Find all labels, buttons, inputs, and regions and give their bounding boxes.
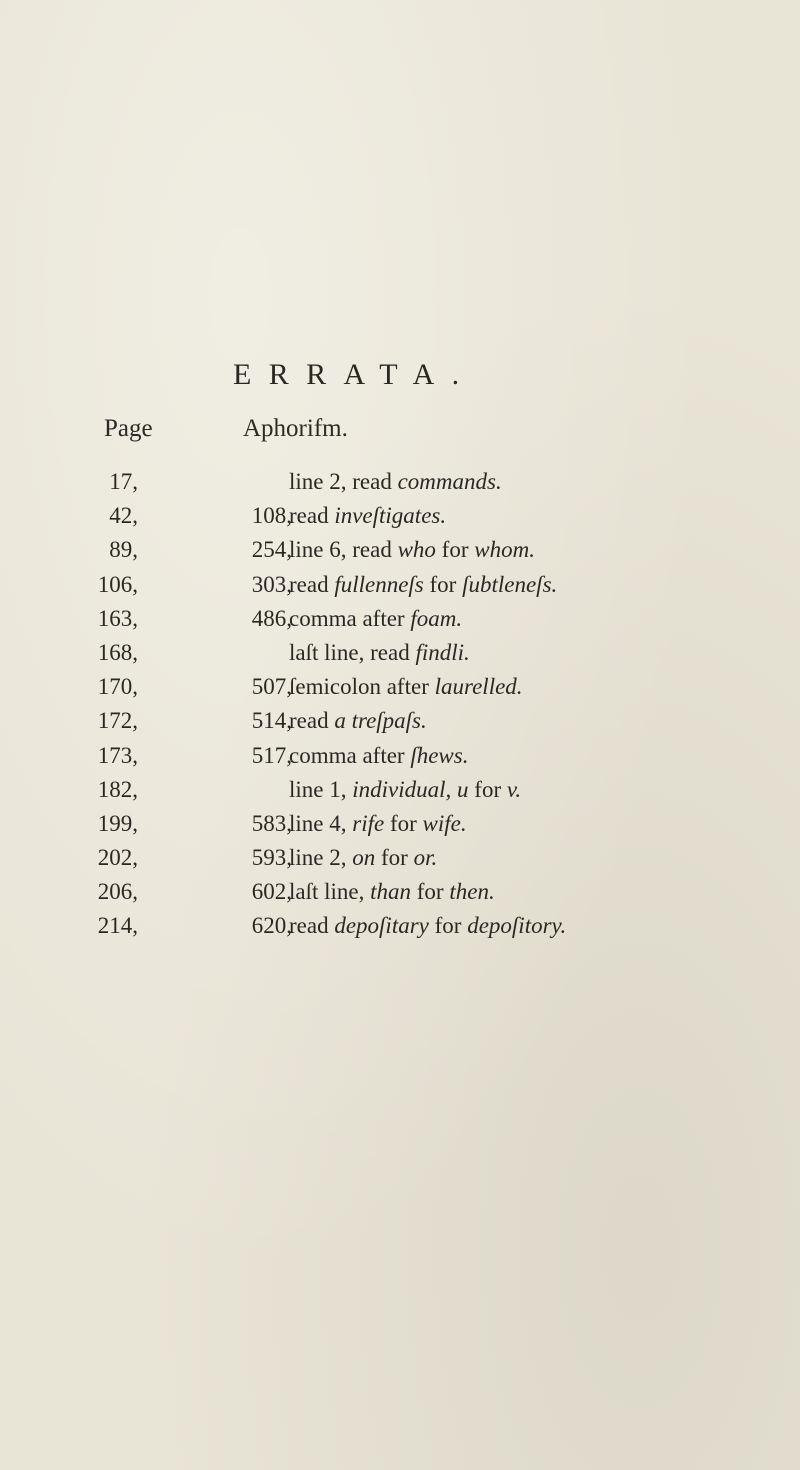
correction-italic-text: rife (352, 810, 385, 836)
correction-text: for (411, 879, 450, 905)
correction-italic-text: foam. (410, 605, 463, 631)
correction-italic-text: wife. (422, 810, 467, 836)
correction-text: ſemicolon after (289, 674, 435, 700)
correction-text: line 1, (289, 776, 353, 802)
errata-row (0, 636, 800, 670)
correction-italic-text: ſhews. (410, 742, 469, 768)
errata-aphorism-number: 108, (251, 503, 292, 529)
column-header-aphorism: Aphorifm. (243, 415, 348, 442)
column-header-page: Page (104, 415, 153, 442)
correction-text: read (289, 708, 335, 734)
correction-italic-text: a treſpaſs. (334, 708, 427, 734)
errata-row (0, 875, 800, 909)
errata-correction (289, 807, 467, 841)
errata-list (0, 465, 800, 944)
correction-italic-text: ſubtleneſs. (462, 571, 558, 597)
correction-text: read (289, 913, 335, 939)
errata-page-number: 206, (97, 879, 138, 905)
correction-italic-text: findli. (415, 639, 470, 665)
correction-text: line 6, read (289, 537, 398, 563)
errata-page-number: 42, (109, 503, 138, 529)
correction-italic-text: than (370, 879, 412, 905)
errata-row (0, 670, 800, 704)
errata-page-number: 170, (97, 674, 138, 700)
correction-italic-text: depoſitory. (467, 913, 567, 939)
correction-italic-text: u (457, 776, 469, 802)
errata-page-number: 172, (97, 708, 138, 734)
correction-italic-text: whom. (474, 537, 535, 563)
correction-italic-text: then. (449, 879, 495, 905)
errata-row (0, 739, 800, 773)
errata-correction (289, 739, 468, 773)
errata-row (0, 704, 800, 738)
errata-aphorism-number: 517, (251, 742, 292, 768)
errata-page-number: 202, (97, 845, 138, 871)
correction-italic-text: v. (506, 776, 522, 802)
correction-text: read (289, 503, 335, 529)
errata-aphorism-number: 303, (251, 571, 292, 597)
errata-correction (289, 875, 495, 909)
correction-text: for (384, 810, 423, 836)
correction-text: comma after (289, 742, 411, 768)
correction-italic-text: on (352, 845, 376, 871)
errata-correction (289, 670, 523, 704)
errata-row (0, 568, 800, 602)
errata-page-number: 173, (97, 742, 138, 768)
errata-aphorism-number: 602, (251, 879, 292, 905)
correction-italic-text: depoſitary (334, 913, 429, 939)
errata-aphorism-number: 514, (251, 708, 292, 734)
errata-correction (289, 636, 470, 670)
errata-aphorism-number: 486, (251, 605, 292, 631)
correction-italic-text: individual, (352, 776, 452, 802)
errata-page-number: 199, (97, 810, 138, 836)
errata-correction (289, 533, 535, 567)
correction-italic-text: commands. (397, 469, 502, 494)
correction-text: for (428, 913, 468, 939)
errata-aphorism-number: 254, (251, 537, 292, 563)
errata-correction (289, 602, 462, 636)
errata-row (0, 773, 800, 807)
correction-text: for (375, 845, 414, 871)
errata-page-number: 89, (109, 537, 138, 563)
errata-heading: ERRATA. (233, 358, 477, 391)
errata-page-number: 214, (97, 913, 138, 939)
correction-text: line 2, read (289, 469, 398, 494)
correction-text: laſt line, (289, 879, 371, 905)
correction-italic-text: laurelled. (434, 674, 523, 700)
correction-text: for (468, 776, 507, 802)
errata-page-number: 182, (97, 776, 138, 802)
errata-correction (289, 841, 437, 875)
errata-aphorism-number: 620, (251, 913, 292, 939)
errata-page-number: 106, (97, 571, 138, 597)
correction-text: comma after (289, 605, 411, 631)
correction-italic-text: inveſtigates. (334, 503, 447, 529)
correction-italic-text: or. (413, 845, 438, 871)
correction-italic-text: fullenneſs (334, 571, 424, 597)
errata-correction (289, 568, 557, 602)
errata-row (0, 499, 800, 533)
errata-row (0, 909, 800, 943)
errata-page-number: 168, (97, 639, 138, 665)
correction-text: read (289, 571, 335, 597)
errata-aphorism-number: 593, (251, 845, 292, 871)
errata-correction (289, 465, 502, 499)
errata-row (0, 841, 800, 875)
errata-aphorism-number: 507, (251, 674, 292, 700)
errata-correction (289, 909, 566, 943)
correction-text: for (423, 571, 463, 597)
errata-correction (289, 499, 446, 533)
correction-text: for (435, 537, 475, 563)
errata-row (0, 807, 800, 841)
correction-text: line 2, (289, 845, 353, 871)
errata-correction (289, 773, 521, 807)
errata-aphorism-number: 583, (251, 810, 292, 836)
errata-correction (289, 704, 427, 738)
correction-text: laſt line, read (289, 639, 416, 665)
errata-page-number: 17, (109, 469, 138, 494)
errata-page-number: 163, (97, 605, 138, 631)
errata-row (0, 533, 800, 567)
correction-text: line 4, (289, 810, 353, 836)
correction-italic-text: who (397, 537, 436, 563)
errata-row (0, 465, 800, 499)
errata-row (0, 602, 800, 636)
